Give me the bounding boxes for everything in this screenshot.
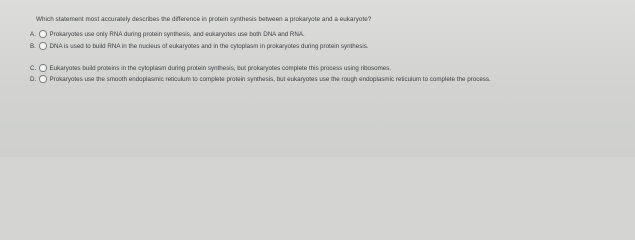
option-b-radio-icon[interactable] xyxy=(39,42,47,50)
option-a[interactable] xyxy=(30,28,305,40)
option-c-letter: C. xyxy=(30,64,37,72)
option-b-letter: B. xyxy=(30,42,36,50)
option-a-letter: A. xyxy=(30,30,36,38)
option-b[interactable] xyxy=(30,40,369,52)
question-text: Which statement most accurately describes the difference in protein synthesis between a prokaryote and a eukaryote? xyxy=(36,16,372,23)
option-d[interactable] xyxy=(30,73,491,85)
option-a-radio-icon[interactable] xyxy=(39,30,47,38)
option-d-radio-icon[interactable] xyxy=(39,75,47,83)
option-a-text: Prokaryotes use only RNA during protein synthesis, and eukaryotes use both DNA and RNA. xyxy=(49,30,305,38)
option-d-letter: D. xyxy=(30,75,37,83)
option-d-text: Prokaryotes use the smooth endoplasmic reticulum to complete protein synthesis, but eukaryotes use the rough endoplasmic reticulum to complete the process. xyxy=(49,75,491,83)
option-b-text: DNA is used to build RNA in the nucleus of eukaryotes and in the cytoplasm in prokaryotes during protein synthesis. xyxy=(49,42,369,50)
option-c-radio-icon[interactable] xyxy=(39,64,47,72)
option-c-text: Eukaryotes build proteins in the cytoplasm during protein synthesis, but prokaryotes complete this process using ribosomes. xyxy=(49,64,392,72)
